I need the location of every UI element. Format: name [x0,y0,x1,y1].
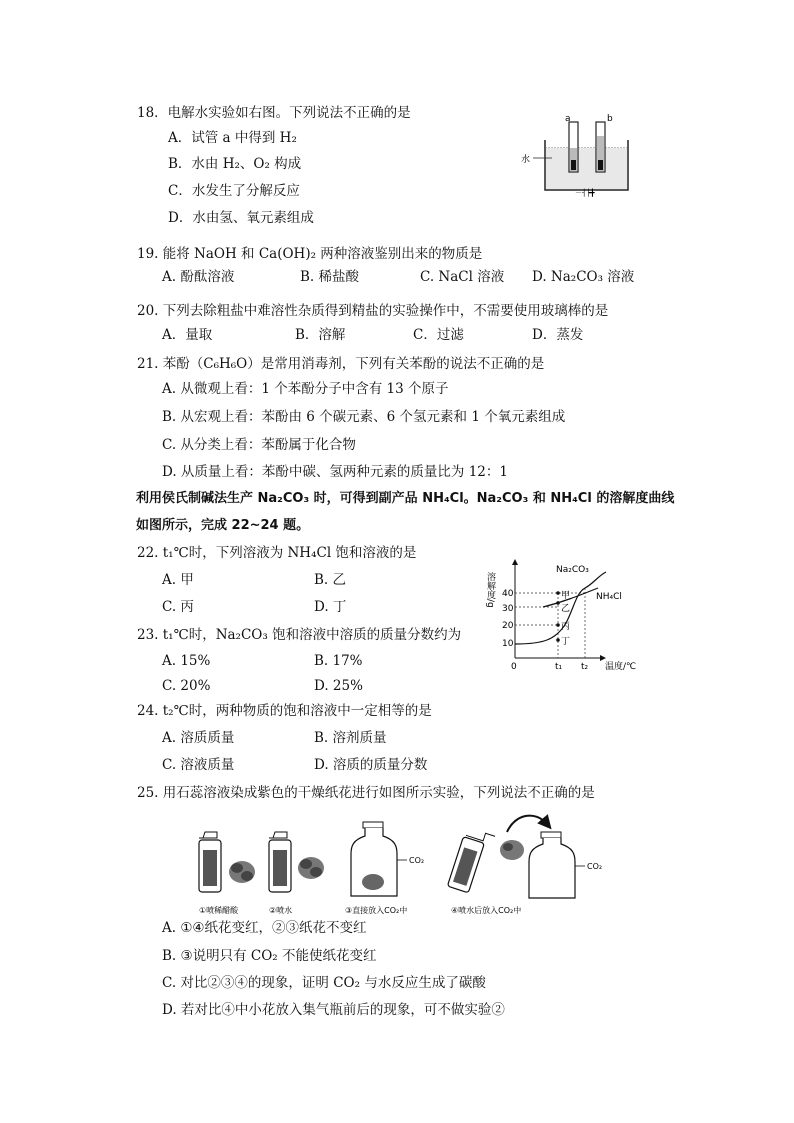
q23-option-c: C. 20% [162,678,211,694]
q19-option-a: A. 酚酞溶液 [162,269,235,285]
q23-option-d: D. 25% [314,678,363,694]
sprayer-icon [199,832,221,892]
x-tick-t2: t₂ [581,662,589,672]
q20-option-d: D．蒸发 [532,327,584,343]
q20-option-c: C．过滤 [413,327,464,343]
x-tick-t1: t₁ [555,662,563,672]
label-bing: 丙 [561,622,571,632]
q20-option-a: A．量取 [162,327,213,343]
nh4cl-curve [543,588,598,607]
label-water: 水 [521,155,531,165]
gas-jar-icon [351,822,397,896]
flower-icon [500,840,524,860]
caption-2: ②喷水 [269,906,293,915]
q19-stem: 19. 能将 NaOH 和 Ca(OH)₂ 两种溶液鉴别出来的物质是 [137,246,483,262]
co2-label-3: CO₂ [409,856,425,865]
q18-stem: 18．电解水实验如右图。下列说法不正确的是 [137,105,411,121]
q23-option-b: B. 17% [314,653,363,669]
series-na2co3: Na₂CO₃ [556,565,589,575]
q22-stem: 22. t₁℃时，下列溶液为 NH₄Cl 饱和溶液的是 [137,545,417,561]
y-tick-40: 40 [502,589,514,599]
label-b: b [607,114,613,124]
q24-option-c: C. 溶液质量 [162,757,235,773]
caption-1: ①喷稀醋酸 [199,906,239,915]
q19-option-c: C. NaCl 溶液 [420,269,505,285]
q22-option-a: A. 甲 [162,572,194,588]
q22-option-b: B. 乙 [314,572,347,588]
battery: －┤┝╋ [575,189,595,197]
litmus-experiment-figure [185,810,615,920]
point-bing [556,623,560,627]
intro-line-1: 利用侯氏制碱法生产 Na₂CO₃ 时，可得到副产品 NH₄Cl。Na₂CO₃ 和 NH₄Cl 的溶解度曲线 [136,491,675,506]
caption-3: ③直接放入CO₂中 [345,906,408,915]
caption-4: ④喷水后放入CO₂中 [451,906,522,915]
q24-option-d: D. 溶质的质量分数 [314,757,428,773]
point-ding [556,638,560,642]
q24-stem: 24. t₂℃时，两种物质的饱和溶液中一定相等的是 [137,703,432,719]
q18-option-c: C．水发生了分解反应 [168,183,300,199]
q25-option-c: C. 对比②③④的现象，证明 CO₂ 与水反应生成了碳酸 [162,975,486,991]
y-tick-30: 30 [502,604,514,614]
label-ding: 丁 [561,637,571,647]
flower-icon [298,857,324,879]
label-yi: 乙 [561,604,571,614]
q21-option-b: B. 从宏观上看：苯酚由 6 个碳元素、6 个氢元素和 1 个氧元素组成 [162,409,566,425]
gas-jar-icon [529,832,575,898]
q25-option-b: B. ③说明只有 CO₂ 不能使纸花变红 [162,948,377,964]
q18-option-b: B．水由 H₂、O₂ 构成 [168,156,302,172]
y-label: 溶解度/g [485,572,495,608]
y-tick-20: 20 [502,621,514,631]
q25-option-d: D. 若对比④中小花放入集气瓶前后的现象，可不做实验② [162,1002,505,1018]
y-tick-10: 10 [502,639,514,649]
flower-icon [229,861,255,883]
q23-stem: 23. t₁℃时，Na₂CO₃ 饱和溶液中溶质的质量分数约为 [137,627,462,643]
label-a: a [565,114,571,124]
sprayer-icon [269,832,291,892]
solubility-chart [485,558,648,673]
x-tick-0: 0 [511,662,517,672]
intro-line-2: 如图所示，完成 22~24 题。 [136,518,310,533]
q21-stem: 21. 苯酚（C₆H₆O）是常用消毒剂，下列有关苯酚的说法不正确的是 [137,356,545,372]
q22-option-c: C. 丙 [162,599,194,615]
q21-option-c: C. 从分类上看：苯酚属于化合物 [162,437,356,453]
point-yi [556,601,560,605]
q25-stem: 25. 用石蕊溶液染成紫色的干燥纸花进行如图所示实验，下列说法不正确的是 [137,785,595,801]
q23-option-a: A. 15% [162,653,211,669]
label-jia: 甲 [561,591,571,601]
q24-option-a: A. 溶质质量 [162,730,235,746]
q20-stem: 20. 下列去除粗盐中难溶性杂质得到精盐的实验操作中，不需要使用玻璃棒的是 [137,303,609,319]
q19-option-d: D. Na₂CO₃ 溶液 [532,269,635,285]
q21-option-d: D. 从质量上看：苯酚中碳、氢两种元素的质量比为 12：1 [162,464,508,480]
sprayer-icon [447,827,495,895]
point-jia [556,591,560,595]
x-label: 温度/℃ [605,662,637,672]
q21-option-a: A. 从微观上看：1 个苯酚分子中含有 13 个原子 [162,381,449,397]
q18-option-d: D．水由氢、氧元素组成 [168,210,314,226]
q24-option-b: B. 溶剂质量 [314,730,387,746]
q25-option-a: A. ①④纸花变红，②③纸花不变红 [162,920,367,936]
q22-option-d: D. 丁 [314,599,347,615]
q20-option-b: B．溶解 [295,327,346,343]
co2-label-4: CO₂ [587,862,603,871]
q18-option-a: A．试管 a 中得到 H₂ [168,130,297,146]
electrolysis-figure [518,112,643,197]
series-nh4cl: NH₄Cl [596,592,622,602]
q19-option-b: B. 稀盐酸 [300,269,360,285]
arrow-icon [507,816,547,832]
